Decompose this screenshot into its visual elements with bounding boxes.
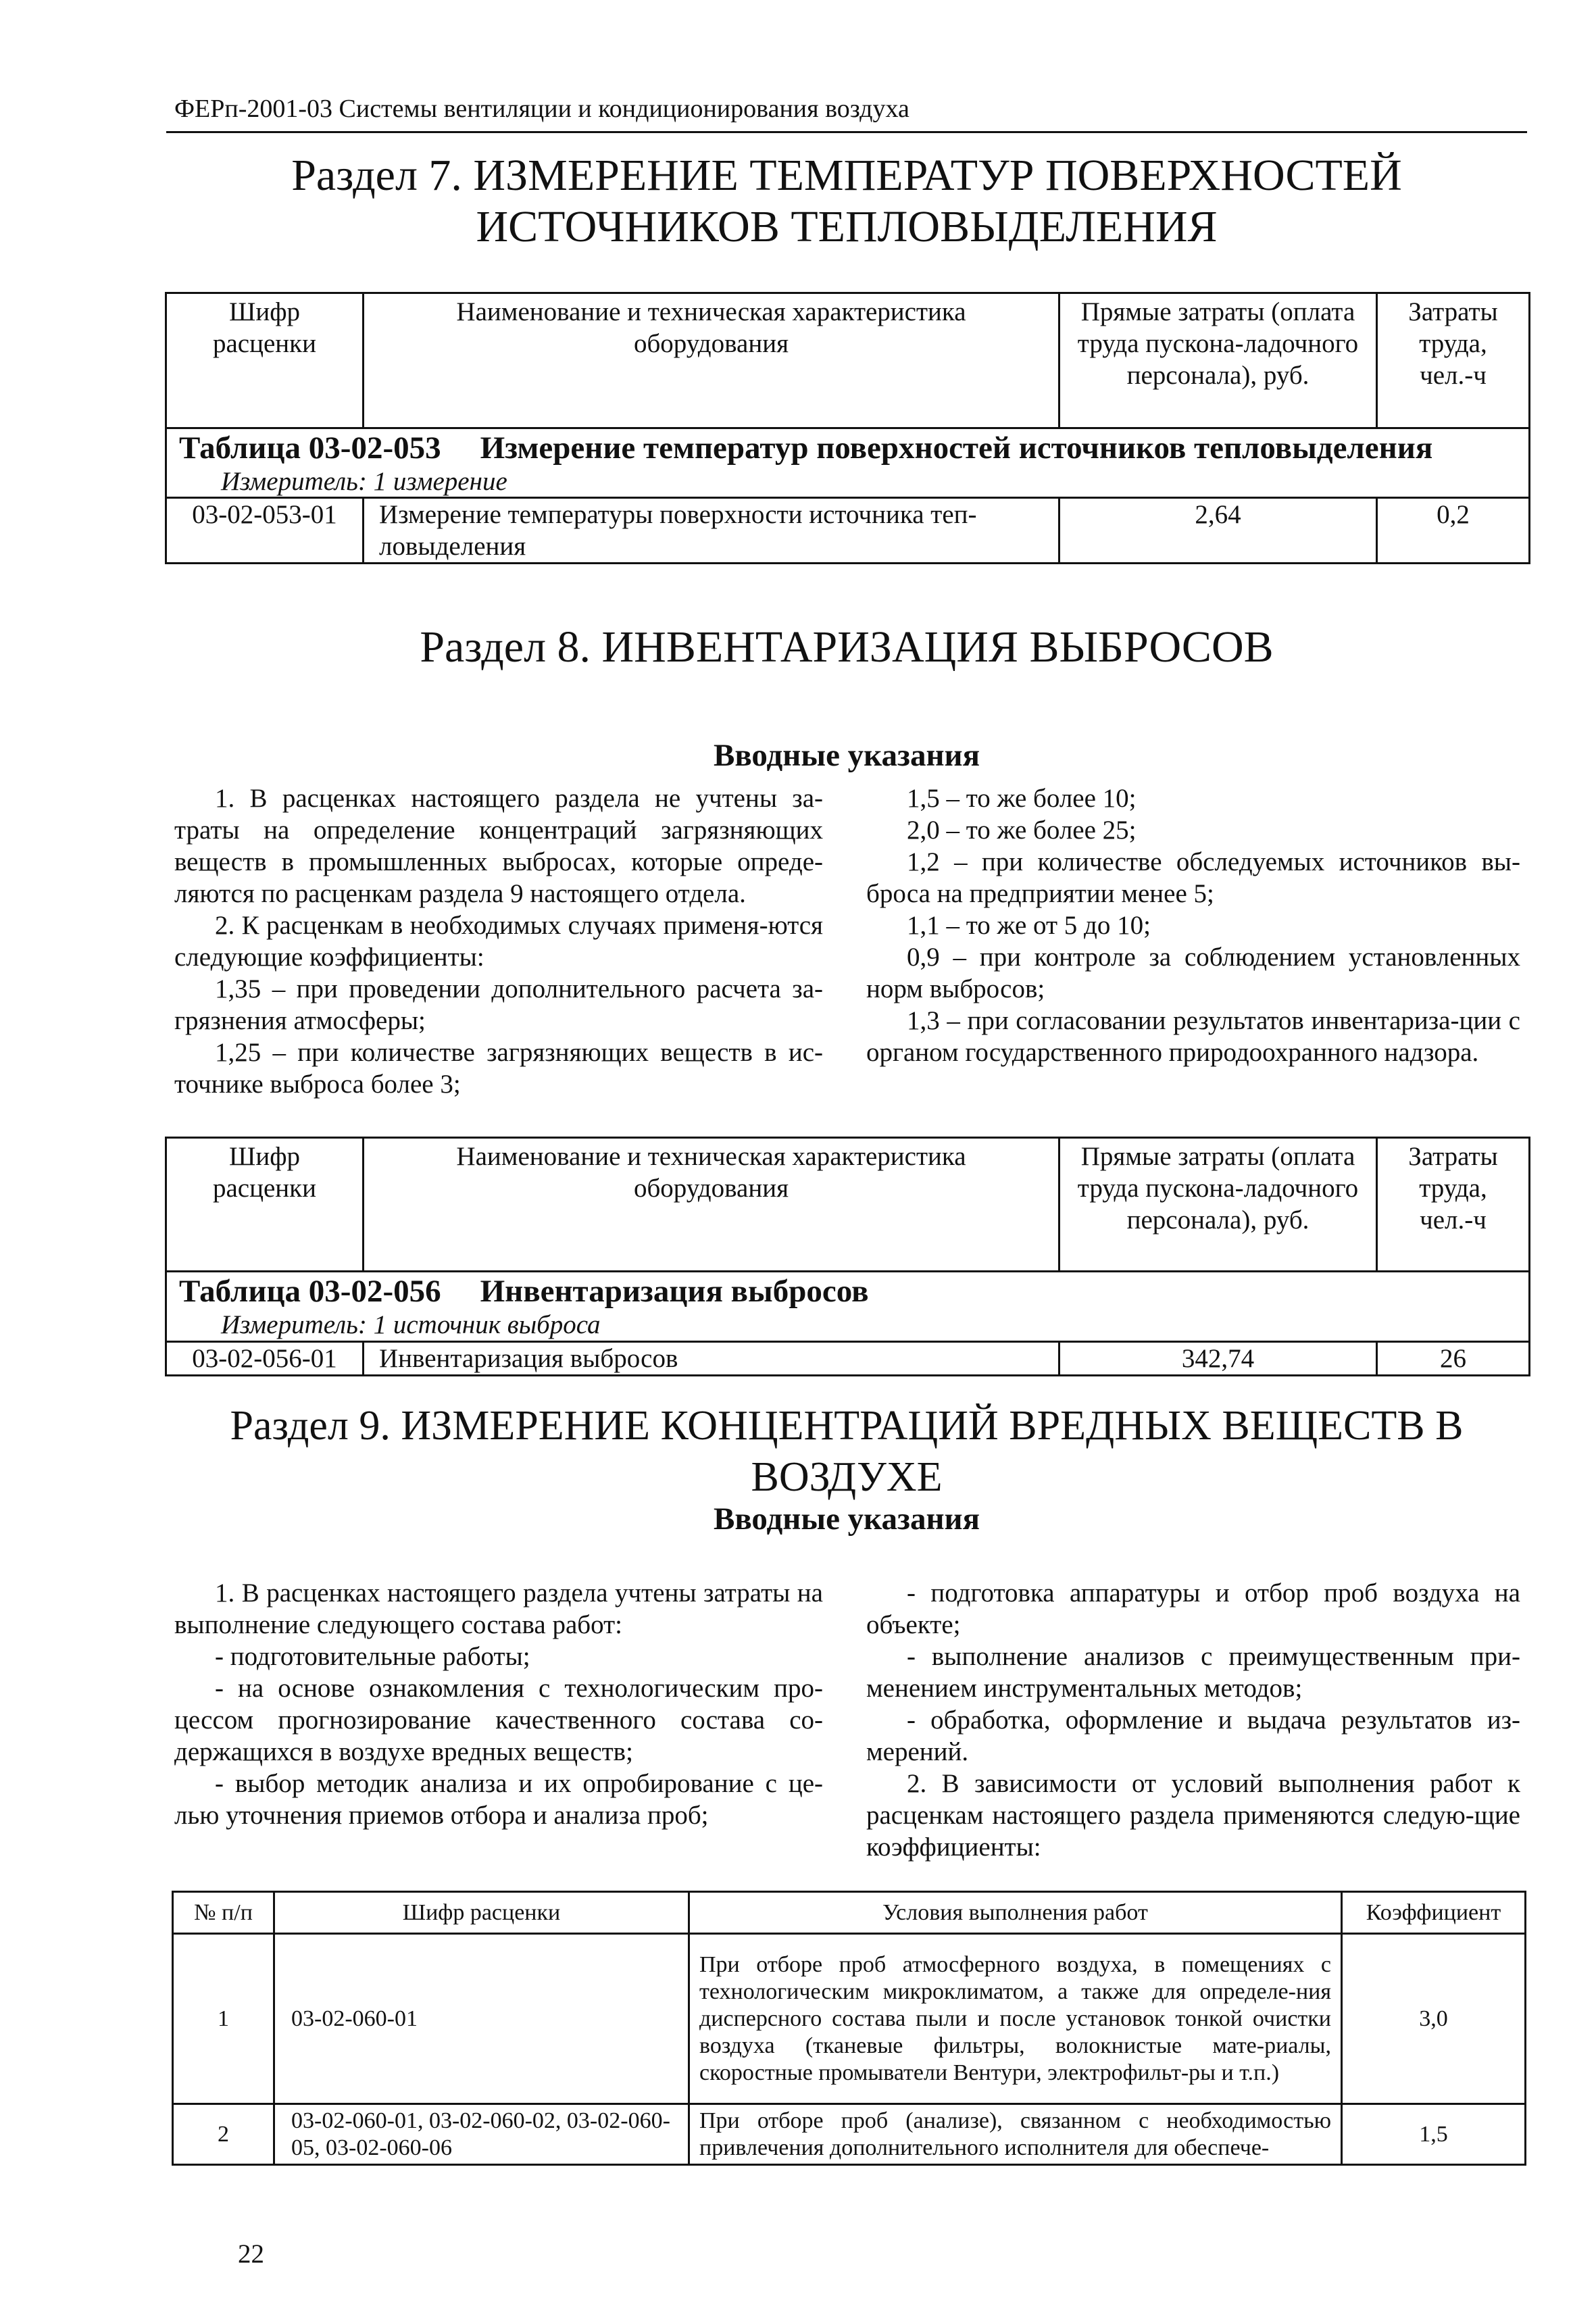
- section8-price-table: [165, 1137, 1530, 1376]
- coef-cond: При отборе проб (анализе), связанном с необходимостью привлечения дополнительного исполнителя для обеспече-: [689, 2104, 1342, 2165]
- table-title: Измерение температур поверхностей источников тепловыделения: [480, 430, 1433, 466]
- coef-cond: При отборе проб атмосферного воздуха, в помещениях с технологическим микроклиматом, а также для определе-ния дисперсного состава пыли и после установок тонкой очистки воздуха (тканевые фильтры, волокнистые мате-риалы, скоростные промыватели Вентури, электрофильт-ры и т.п.): [689, 1934, 1342, 2104]
- header-name: Наименование и техническая характеристика оборудования: [364, 293, 1059, 428]
- s8-right-para: 1,1 – то же от 5 до 10;: [907, 911, 1151, 940]
- s8-right-para: 1,3 – при согласовании результатов инвентариза-ции с органом государственного природоохранного надзора.: [866, 1006, 1520, 1067]
- s8-left-para: 1,35 – при проведении дополнительного расчета за-грязнения атмосферы;: [174, 974, 823, 1035]
- row-cost: 2,64: [1059, 498, 1377, 564]
- section7-title-line2: ИСТОЧНИКОВ ТЕПЛОВЫДЕЛЕНИЯ: [476, 202, 1218, 251]
- header-code: Шифр расценки: [166, 293, 364, 428]
- coef-value: 1,5: [1342, 2104, 1526, 2165]
- table-title: Инвентаризация выбросов: [480, 1274, 869, 1309]
- s8-left-para: 1,25 – при количестве загрязняющих веществ в ис-точнике выброса более 3;: [174, 1038, 823, 1099]
- page-number: 22: [238, 2239, 264, 2268]
- s9-left-para: - на основе ознакомления с технологическим про-цессом прогнозирование качественного состава со-держащихся в воздухе вредных веществ;: [174, 1674, 823, 1766]
- header-rule: [166, 131, 1527, 133]
- s9-right-para: 2. В зависимости от условий выполнения работ к расценкам настоящего раздела применяются следую-щие коэффициенты:: [866, 1769, 1520, 1862]
- coef-code: 03-02-060-01, 03-02-060-02, 03-02-060-05, 03-02-060-06: [274, 2104, 689, 2165]
- header-name: Наименование и техническая характеристика оборудования: [364, 1138, 1059, 1272]
- s9-left-para: - подготовительные работы;: [215, 1642, 530, 1671]
- table-title-line: [167, 1272, 1528, 1310]
- measure-unit: Измеритель: 1 источник выброса: [221, 1310, 601, 1339]
- s8-right-para: 1,2 – при количестве обследуемых источников вы-броса на предприятии менее 5;: [866, 847, 1520, 908]
- section7-title-line1: Раздел 7. ИЗМЕРЕНИЕ ТЕМПЕРАТУР ПОВЕРХНОСТЕЙ: [291, 151, 1402, 200]
- coef-header-coef: Коэффициент: [1342, 1892, 1526, 1934]
- table-row: [173, 2104, 1526, 2165]
- coef-value: 3,0: [1342, 1934, 1526, 2104]
- row-code: 03-02-056-01: [166, 1342, 364, 1376]
- header-code: Шифр расценки: [166, 1138, 364, 1272]
- coefficient-table: [172, 1891, 1526, 2166]
- s9-right-para: - выполнение анализов с преимущественным при-менением инструментальных методов;: [866, 1642, 1520, 1703]
- header-labor: Затраты труда, чел.-ч: [1377, 1138, 1530, 1272]
- table-caption: [166, 428, 1530, 498]
- coef-header-code: Шифр расценки: [274, 1892, 689, 1934]
- section8-intro-heading: Вводные указания: [713, 738, 980, 773]
- header-cost: Прямые затраты (оплата труда пускона-ладочного персонала), руб.: [1059, 293, 1377, 428]
- s8-right-para: 1,5 – то же более 10;: [907, 784, 1137, 813]
- s8-right-para: 0,9 – при контроле за соблюдением установленных норм выбросов;: [866, 943, 1520, 1003]
- section8-right-column: [866, 782, 1520, 1068]
- section9-title: Раздел 9. ИЗМЕРЕНИЕ КОНЦЕНТРАЦИЙ ВРЕДНЫХ ВЕЩЕСТВ В ВОЗДУХЕ: [230, 1403, 1464, 1500]
- s8-right-para: 2,0 – то же более 25;: [907, 816, 1137, 845]
- section9-left-column: [174, 1577, 823, 1831]
- section8-left-column: [174, 782, 823, 1100]
- s8-left-para: 2. К расценкам в необходимых случаях применя-ются следующие коэффициенты:: [174, 911, 823, 972]
- coef-num: 1: [173, 1934, 274, 2104]
- coef-num: 2: [173, 2104, 274, 2165]
- header-labor: Затраты труда, чел.-ч: [1377, 293, 1530, 428]
- table-number: Таблица 03-02-053: [179, 430, 441, 466]
- table-row: [173, 1934, 1526, 2104]
- table-number: Таблица 03-02-056: [179, 1274, 441, 1309]
- coef-header-num: № п/п: [173, 1892, 274, 1934]
- s9-right-para: - подготовка аппаратуры и отбор проб воздуха на объекте;: [866, 1578, 1520, 1639]
- row-name: Инвентаризация выбросов: [364, 1342, 1059, 1376]
- header-cost: Прямые затраты (оплата труда пускона-ладочного персонала), руб.: [1059, 1138, 1377, 1272]
- row-cost: 342,74: [1059, 1342, 1377, 1376]
- section8-title: Раздел 8. ИНВЕНТАРИЗАЦИЯ ВЫБРОСОВ: [420, 622, 1274, 672]
- coef-header-cond: Условия выполнения работ: [689, 1892, 1342, 1934]
- row-labor: 26: [1377, 1342, 1530, 1376]
- running-head: ФЕРп-2001-03 Системы вентиляции и кондиционирования воздуха: [174, 95, 909, 123]
- s9-left-para: 1. В расценках настоящего раздела учтены затраты на выполнение следующего состава работ:: [174, 1578, 823, 1639]
- section9-right-column: [866, 1577, 1520, 1863]
- coef-code: 03-02-060-01: [274, 1934, 689, 2104]
- s9-right-para: - обработка, оформление и выдача результатов из-мерений.: [866, 1706, 1520, 1766]
- s8-left-para: 1. В расценках настоящего раздела не учтены за-траты на определение концентраций загрязняющих веществ в промышленных выбросах, которые опреде-ляются по расценкам раздела 9 настоящего отдела.: [174, 784, 823, 908]
- section7-title: [166, 150, 1527, 253]
- measure-unit: Измеритель: 1 измерение: [221, 467, 507, 496]
- s9-left-para: - выбор методик анализа и их опробирование с це-лью уточнения приемов отбора и анализа проб;: [174, 1769, 823, 1830]
- table-title-line: [167, 429, 1528, 467]
- table-caption: [166, 1272, 1530, 1342]
- row-code: 03-02-053-01: [166, 498, 364, 564]
- section9-intro-heading: Вводные указания: [713, 1501, 980, 1537]
- row-labor: 0,2: [1377, 498, 1530, 564]
- row-name: Измерение температуры поверхности источника теп-ловыделения: [364, 498, 1059, 564]
- section7-price-table: [165, 292, 1530, 564]
